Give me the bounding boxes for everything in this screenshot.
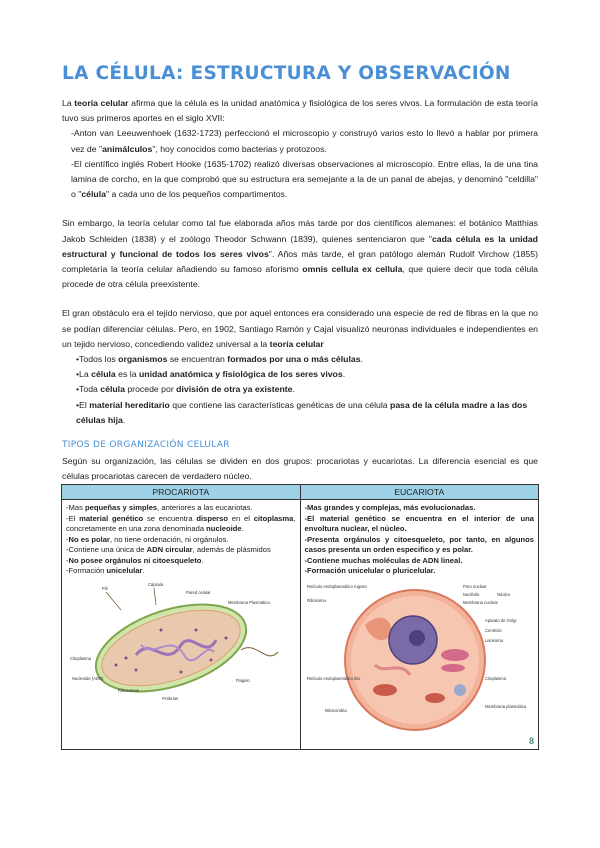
schleiden-schwann-paragraph: Sin embargo, la teoría celular como tal fue elaborada años más tarde por dos científicos alemanes: el botánico Matthias Jakob Schleiden (1838) y el zoólogo Theodor Schwann (1839), quienes sentenciaron que "cada célula es la unidad estructural y funcional de todos los seres vivos". Años más tarde, el gran patólogo alemán Rudolf Virchow (1855) completaría la teoría celular añadiendo su famoso aforismo omnis cellula ex cellula, que quiere decir que toda célula procede de otra célula preexistente. <box>62 218 538 290</box>
label-citoplasma: Citoplasma <box>70 656 91 662</box>
list-item: •La célula es la unidad anatómica y fisiológica de los seres vivos. <box>76 369 346 380</box>
label-centriolo: Centriolo <box>484 628 502 634</box>
page <box>62 62 538 750</box>
label-nucleolo: Nucléolo <box>462 592 479 598</box>
label-citoplasma-euk: Citoplasma <box>484 676 506 682</box>
eucariota-cell: -Mas grandes y complejas, más evolucionadas. -El material genético se encuentra en el interior de una envoltura nuclear, el núcleo. -Presenta orgánulos y citoesqueleto, por tanto, en algunos casos presenta un orden especifico y es polar. -Contiene muchas moléculas de ADN lineal. -Formación unicelular o pluricelular. Retículo endoplasmático rugoso Ribosoma Poro nuclear Nucléolo Membrana nuclear Núcleo Aparato de Golgi Centriolo Lisosoma Citoplasma Retículo endoplasmático liso Mitocondria Membrana plasmática 8 <box>300 500 539 750</box>
label-nucleoide: Nucleoide (ADN) <box>72 676 104 682</box>
label-membrana: Membrana Plasmática <box>228 600 270 606</box>
label-fimbrias: Fimbrias <box>162 696 179 702</box>
label-poro: Poro nuclear <box>462 584 487 590</box>
page-number: 8 <box>528 736 534 747</box>
header-eucariota: EUCARIOTA <box>300 485 539 500</box>
postulates-list <box>62 352 538 428</box>
label-rel: Retículo endoplasmático liso <box>306 676 360 682</box>
label-membrana-plasmatica: Membrana plasmática <box>484 704 526 710</box>
animal-cell-diagram <box>305 580 530 738</box>
comparison-table <box>61 484 539 750</box>
page-title: LA CÉLULA: ESTRUCTURA Y OBSERVACIÓN <box>62 63 511 84</box>
label-flagelo: Flagelo <box>236 678 250 684</box>
organization-paragraph: Según su organización, las células se dividen en dos grupos: procariotas y eucariotas. La diferencia esencial es que células procariotas carecen de verdadero núcleo. <box>62 456 538 482</box>
leeuwenhoek-item: -Anton van Leeuwenhoek (1632-1723) perfeccionó el microscopio y construyó varios esto lo llevó a hablar por primera vez de "animálculos", hoy conocidos como bacterias y protozoos. <box>71 128 538 154</box>
header-procariota: PROCARIOTA <box>62 485 301 500</box>
section-subtitle: TIPOS DE ORGANIZACIÓN CELULAR <box>62 440 230 451</box>
label-nucleo: Núcleo <box>496 592 510 598</box>
intro-paragraph: La teoría celular afirma que la célula es la unidad anatómica y fisiológica de los seres vivos. La formulación de esta teoría tuvo sus primeros aportes en el siglo XVII: <box>62 98 538 124</box>
label-rer: Retículo endoplasmático rugoso <box>306 584 367 590</box>
label-ribosoma: Ribosoma <box>306 598 326 604</box>
hooke-item: -El científico inglés Robert Hooke (1635-1702) realizó diversas observaciones al microscopio. Entre ellas, la de una tina lamina de corcho, en la que comprobó que su estructura era semejante a la de un panal de abejas, y denominó "celdilla" o "célula" a cada uno de los pequeños compartimentos. <box>71 158 538 200</box>
bacteria-diagram <box>66 580 286 702</box>
label-membrana-nuclear: Membrana nuclear <box>462 600 498 606</box>
cajal-paragraph: El gran obstáculo era el tejido nervioso, que por aquel entonces era considerado una especie de red de fibras en la que no se podían diferenciar células. Pero, en 1902, Santiago Ramón y Cajal visualizó neuronas individuales e independientes en un tejido nervioso, concediendo validez universal a la teoría celular <box>62 308 538 349</box>
procariota-cell: -Mas pequeñas y simples, anteriores a las eucariotas. -El material genético se encuentra disperso en el citoplasma, concretamente en una zona denominada nucleoide. -No es polar, no tiene ordenación, ni orgánulos. -Contiene una única de ADN circular, además de plásmidos -No posee orgánulos ni citoesqueleto. -Formación unicelular. Pili Cápsula Pared celular Membrana Plasmática Citoplasma Nucleoide (ADN) Ribosomas Flagelo Fimbrias <box>62 500 301 750</box>
list-item: •Toda célula procede por división de otra ya existente. <box>76 384 295 395</box>
label-pared: Pared celular <box>186 590 211 596</box>
label-lisosoma: Lisosoma <box>484 638 503 644</box>
label-pili: Pili <box>102 586 108 592</box>
label-golgi: Aparato de Golgi <box>484 618 516 624</box>
label-ribosomas: Ribosomas <box>118 688 139 694</box>
list-item: •El material hereditario que contiene las características genéticas de una célula pasa de la célula madre a las dos células hija. <box>76 399 528 425</box>
list-item: •Todos los organismos se encuentran formados por una o más células. <box>76 354 363 365</box>
label-capsula: Cápsula <box>148 582 164 588</box>
animal-cell-illustration <box>345 590 485 730</box>
label-mitocondria: Mitocondria <box>324 708 347 714</box>
